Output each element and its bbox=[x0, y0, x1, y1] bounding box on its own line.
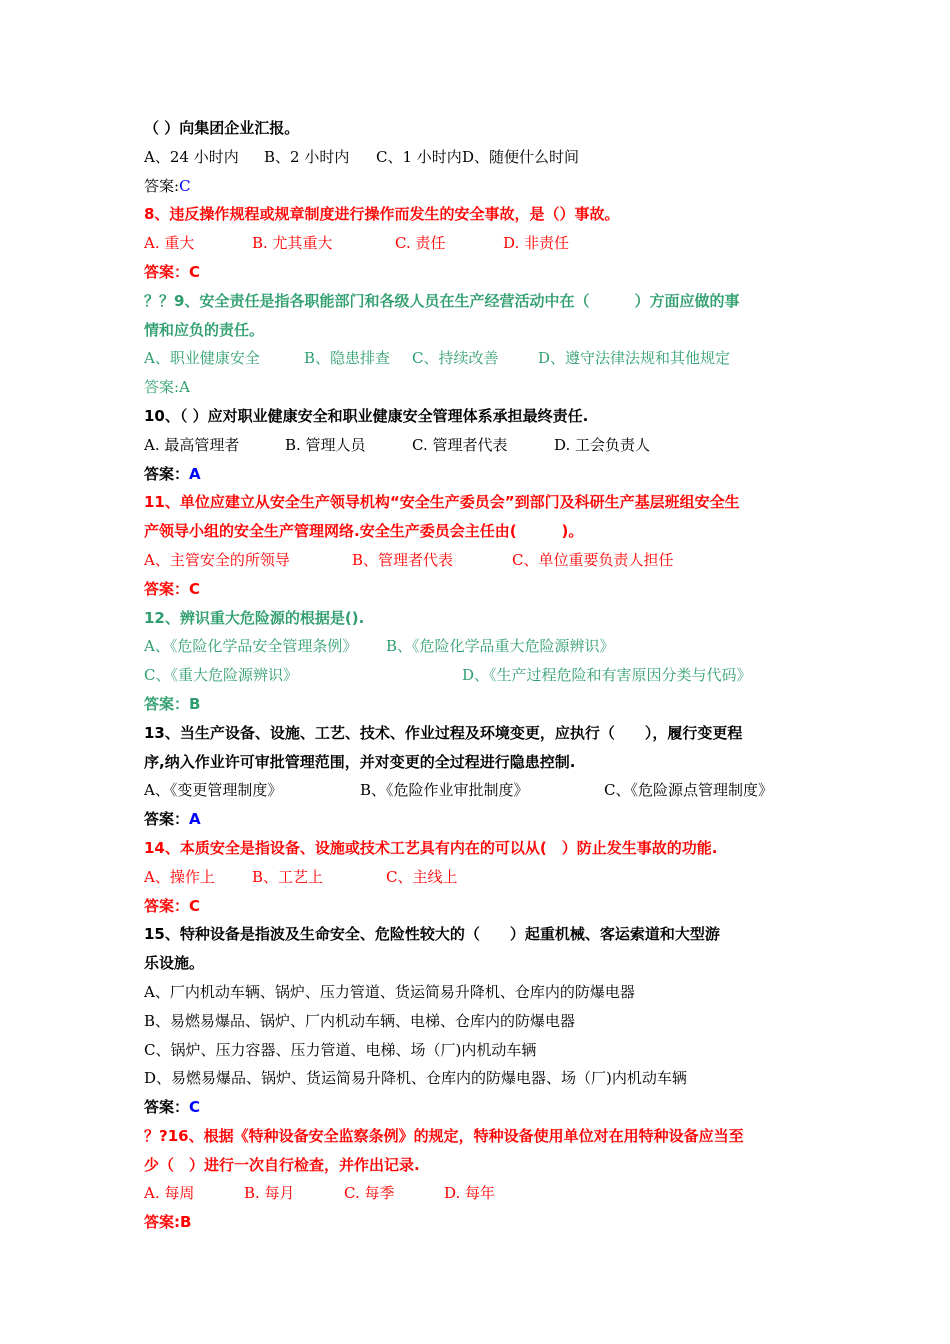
option-b: B、《危险化学品重大危险源辨识》 bbox=[386, 637, 615, 656]
question-9-line-2: 情和应负的责任。 bbox=[144, 320, 265, 339]
answer-12 bbox=[144, 690, 814, 719]
answer-11 bbox=[144, 575, 814, 604]
answer-label: 答案： bbox=[144, 262, 190, 281]
question-13-line-1: 13、当生产设备、设施、工艺、技术、作业过程及环境变更，应执行（ ），履行变更程 bbox=[144, 723, 743, 742]
question-12-options-row-1 bbox=[144, 632, 814, 661]
answer-value: B bbox=[180, 1213, 192, 1232]
answer-label: 答案: bbox=[144, 176, 180, 195]
question-16-options bbox=[144, 1179, 814, 1208]
option-c: C. 责任 bbox=[395, 234, 446, 253]
answer-13 bbox=[144, 805, 814, 834]
option-c: C. 每季 bbox=[344, 1184, 395, 1203]
question-11-line-2: 产领导小组的安全生产管理网络.安全生产委员会主任由( )。 bbox=[144, 522, 584, 541]
answer-14 bbox=[144, 892, 814, 921]
option-b: B、管理者代表 bbox=[352, 550, 454, 569]
option-b: B、工艺上 bbox=[252, 867, 324, 886]
answer-10 bbox=[144, 460, 814, 489]
question-7-text: （ ）向集团企业汇报。 bbox=[144, 119, 300, 137]
answer-9 bbox=[144, 373, 814, 402]
option-a: A、职业健康安全 bbox=[144, 349, 260, 368]
option-a: A. 重大 bbox=[144, 234, 195, 253]
answer-7 bbox=[144, 172, 814, 201]
option-b: B. 管理人员 bbox=[285, 435, 366, 454]
option-b: B. 尤其重大 bbox=[252, 234, 333, 253]
question-11-options bbox=[144, 546, 814, 575]
answer-value: C bbox=[189, 896, 201, 915]
option-a: A. 最高管理者 bbox=[144, 435, 240, 454]
answer-value: A bbox=[189, 810, 201, 829]
answer-label: 答案： bbox=[144, 579, 190, 598]
option-c: C、《重大危险源辨识》 bbox=[144, 666, 298, 685]
option-d: D. 工会负责人 bbox=[554, 435, 651, 454]
question-7-options bbox=[144, 143, 814, 172]
option-b: B、2 小时内 bbox=[264, 147, 350, 166]
question-10-text: 10、（ ）应对职业健康安全和职业健康安全管理体系承担最终责任. bbox=[144, 406, 589, 425]
question-13-options bbox=[144, 776, 814, 805]
question-15-line-2: 乐设施。 bbox=[144, 954, 205, 973]
answer-value: A bbox=[189, 464, 201, 483]
question-15-option-b: B、易燃易爆品、锅炉、厂内机动车辆、电梯、仓库内的防爆电器 bbox=[144, 1011, 576, 1030]
question-list bbox=[144, 114, 814, 1237]
option-d: D. 非责任 bbox=[503, 234, 570, 253]
question-15-option-c: C、锅炉、压力容器、压力管道、电梯、场（厂)内机动车辆 bbox=[144, 1040, 537, 1059]
option-a: A、操作上 bbox=[144, 867, 215, 886]
answer-label: 答案： bbox=[144, 810, 190, 829]
question-16-line-2: 少（ ）进行一次自行检查，并作出记录. bbox=[144, 1155, 420, 1174]
question-15-option-a: A、厂内机动车辆、锅炉、压力管道、货运简易升降机、仓库内的防爆电器 bbox=[144, 982, 635, 1001]
option-b: B、隐患排查 bbox=[304, 349, 391, 368]
question-16-line-1: ？?16、根据《特种设备安全监察条例》的规定，特种设备使用单位对在用特种设备应当至 bbox=[144, 1126, 744, 1145]
option-a: A. 每周 bbox=[144, 1184, 195, 1203]
question-14-text: 14、本质安全是指设备、设施或技术工艺具有内在的可以从( ）防止发生事故的功能. bbox=[144, 838, 718, 857]
answer-8 bbox=[144, 258, 814, 287]
option-a: A、主管安全的所领导 bbox=[144, 550, 290, 569]
option-b: B. 每月 bbox=[244, 1184, 295, 1203]
answer-value: C bbox=[189, 262, 201, 281]
question-14-options bbox=[144, 863, 814, 892]
option-a: A、《变更管理制度》 bbox=[144, 781, 283, 800]
option-c: C、单位重要负责人担任 bbox=[512, 550, 674, 569]
answer-value: C bbox=[179, 176, 191, 195]
answer-label: 答案： bbox=[144, 896, 190, 915]
answer-label: 答案： bbox=[144, 694, 190, 713]
option-c: C、持续改善 bbox=[412, 349, 499, 368]
option-a: A、《危险化学品安全管理条例》 bbox=[144, 637, 358, 656]
question-9-options bbox=[144, 344, 814, 373]
option-c: C. 管理者代表 bbox=[412, 435, 508, 454]
answer-label: 答案： bbox=[144, 464, 190, 483]
question-13-line-2: 序,纳入作业许可审批管理范围，并对变更的全过程进行隐患控制. bbox=[144, 752, 576, 771]
answer-value: B bbox=[189, 694, 201, 713]
question-8-text: 8、违反操作规程或规章制度进行操作而发生的安全事故，是（）事故。 bbox=[144, 205, 620, 224]
answer-label: 答案: bbox=[144, 1213, 180, 1232]
answer-15 bbox=[144, 1093, 814, 1122]
answer-label: 答案: bbox=[144, 378, 180, 397]
question-12-options-row-2 bbox=[144, 661, 814, 690]
option-a: A、24 小时内 bbox=[144, 147, 239, 166]
answer-value: C bbox=[189, 579, 201, 598]
option-c: C、1 小时内 bbox=[376, 147, 462, 166]
option-b: B、《危险作业审批制度》 bbox=[360, 781, 529, 800]
question-9-line-1: ？？9、安全责任是指各职能部门和各级人员在生产经营活动中在（ ）方面应做的事 bbox=[144, 291, 740, 310]
option-d: D、遵守法律法规和其他规定 bbox=[538, 349, 731, 368]
question-10-options bbox=[144, 431, 814, 460]
question-8-options bbox=[144, 229, 814, 258]
answer-16 bbox=[144, 1208, 814, 1237]
answer-label: 答案： bbox=[144, 1098, 190, 1117]
option-d: D. 每年 bbox=[444, 1184, 496, 1203]
option-c: C、主线上 bbox=[386, 867, 458, 886]
option-d: D、随便什么时间 bbox=[462, 147, 580, 166]
question-15-option-d: D、易燃易爆品、锅炉、货运简易升降机、仓库内的防爆电器、场（厂)内机动车辆 bbox=[144, 1069, 687, 1088]
question-11-line-1: 11、单位应建立从安全生产领导机构“安全生产委员会”到部门及科研生产基层班组安全生 bbox=[144, 493, 740, 512]
option-c: C、《危险源点管理制度》 bbox=[604, 781, 773, 800]
answer-value: A bbox=[179, 378, 190, 397]
question-15-line-1: 15、特种设备是指波及生命安全、危险性较大的（ ）起重机械、客运索道和大型游 bbox=[144, 925, 720, 944]
option-d: D、《生产过程危险和有害原因分类与代码》 bbox=[462, 666, 752, 685]
question-12-text: 12、辨识重大危险源的根据是(). bbox=[144, 608, 365, 627]
answer-value: C bbox=[189, 1098, 201, 1117]
